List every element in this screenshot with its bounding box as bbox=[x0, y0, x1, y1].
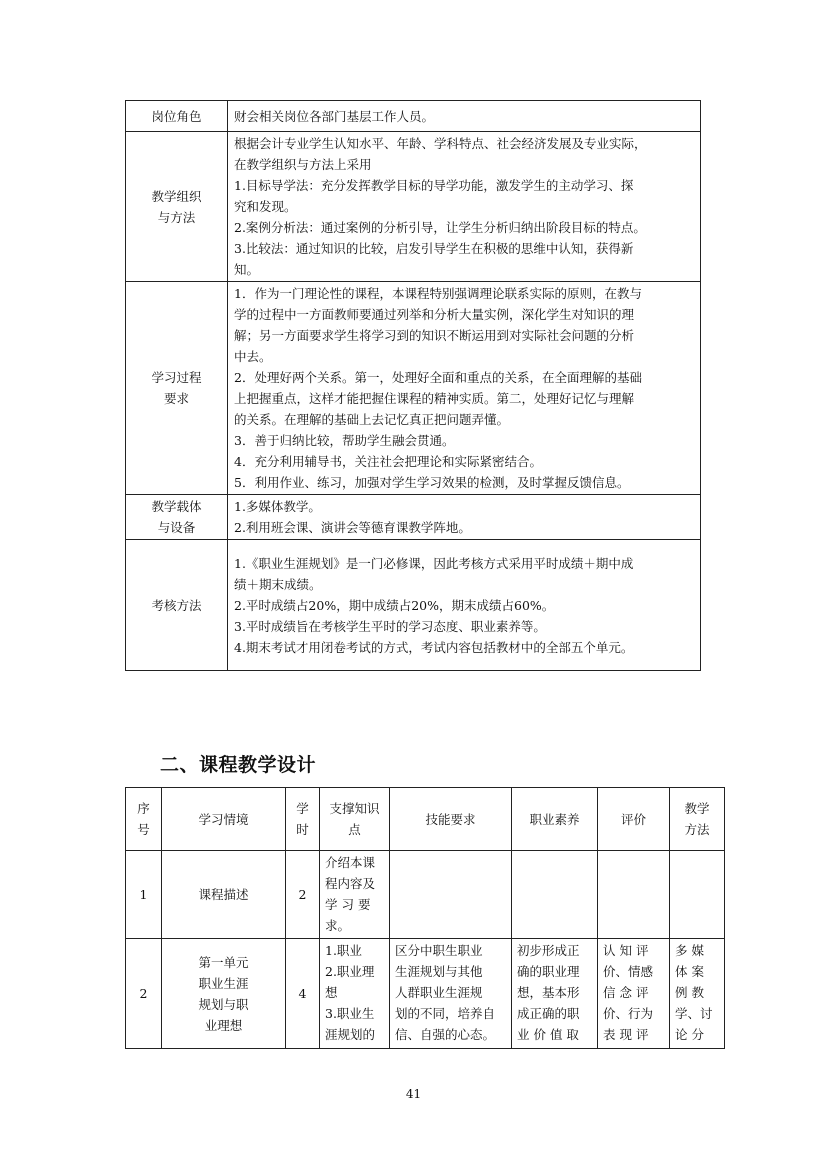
table-cell bbox=[512, 851, 598, 939]
cell-line: 成正确的职 bbox=[517, 1006, 580, 1021]
cell-line: 号 bbox=[137, 822, 150, 837]
cell-line: 业理想 bbox=[204, 1017, 243, 1033]
table-cell bbox=[126, 851, 162, 939]
row-content bbox=[228, 495, 701, 540]
course-design-table bbox=[125, 787, 725, 1049]
cell-line: 3.职业生 bbox=[325, 1006, 375, 1021]
cell-line: 涯规划的 bbox=[325, 1027, 376, 1042]
cell-line: 4．充分利用辅导书，关注社会把理论和实际紧密结合。 bbox=[234, 454, 542, 469]
row-label bbox=[126, 540, 228, 671]
cell-line: 技能要求 bbox=[425, 811, 476, 827]
table-row bbox=[126, 132, 701, 282]
row-label bbox=[126, 282, 228, 495]
cell-line: 的关系。在理解的基础上去记忆真正把问题弄懂。 bbox=[234, 412, 510, 427]
header-row bbox=[126, 788, 725, 851]
cell-line: 确的职业理 bbox=[517, 964, 580, 979]
cell-line: 与方法 bbox=[157, 209, 196, 225]
cell-line: 多 媒 bbox=[675, 943, 704, 958]
cell-line: 学的过程中一方面教师要通过列举和分析大量实例，深化学生对知识的理 bbox=[234, 307, 635, 322]
cell-line: 在教学组织与方法上采用 bbox=[234, 157, 372, 172]
column-header bbox=[512, 788, 598, 851]
cell-line: 5．利用作业、练习，加强对学生学习效果的检测，及时掌握反馈信息。 bbox=[234, 475, 630, 490]
row-content bbox=[228, 540, 701, 671]
row-content bbox=[228, 101, 701, 132]
table-row bbox=[126, 282, 701, 495]
cell-line: 教学载体 bbox=[151, 499, 202, 514]
cell-line: 考核方法 bbox=[151, 597, 202, 613]
cell-line: 评价 bbox=[620, 811, 646, 827]
cell-line: 岗位角色 bbox=[151, 108, 202, 124]
cell-line: 学 bbox=[296, 801, 309, 816]
cell-line: 学习过程 bbox=[151, 370, 202, 385]
table-cell bbox=[598, 851, 670, 939]
cell-line: 论 分 bbox=[675, 1027, 704, 1042]
table-cell bbox=[286, 851, 320, 939]
cell-line: 解；另一方面要求学生将学习到的知识不断运用到对实际社会问题的分析 bbox=[234, 328, 635, 343]
cell-line: 3．善于归纳比较，帮助学生融会贯通。 bbox=[234, 433, 455, 448]
cell-line: 3.平时成绩旨在考核学生平时的学习态度、职业素养等。 bbox=[234, 618, 546, 634]
cell-line: 职业素养 bbox=[529, 811, 580, 827]
table-cell bbox=[512, 939, 598, 1049]
column-header bbox=[162, 788, 286, 851]
cell-line: 究和发现。 bbox=[234, 199, 297, 214]
cell-line: 知。 bbox=[234, 262, 260, 277]
cell-line: 上把握重点，这样才能把握住课程的精神实质。第二，处理好记忆与理解 bbox=[234, 391, 635, 406]
cell-line: 2.案例分析法：通过案例的分析引导，让学生分析归纳出阶段目标的特点。 bbox=[234, 220, 646, 235]
cell-line: 第一单元 bbox=[198, 954, 249, 970]
cell-line: 要求 bbox=[163, 391, 189, 406]
cell-line: 价、行为 bbox=[603, 1006, 654, 1021]
table-row bbox=[126, 939, 725, 1049]
cell-line: 求。 bbox=[325, 918, 351, 933]
cell-line: 2.平时成绩占20%，期中成绩占20%，期末成绩占60%。 bbox=[234, 597, 555, 613]
section-title: 二、课程教学设计 bbox=[160, 754, 317, 776]
cell-line: 4.期末考试才用闭卷考试的方式，考试内容包括教材中的全部五个单元。 bbox=[234, 639, 634, 655]
cell-line: 划的不同，培养自 bbox=[395, 1006, 496, 1021]
cell-line: 2 bbox=[298, 887, 307, 902]
cell-line: 学 习 要 bbox=[325, 897, 371, 912]
cell-line: 教学组织 bbox=[151, 188, 202, 204]
table-cell bbox=[162, 851, 286, 939]
cell-line: 2.职业理 bbox=[325, 964, 375, 979]
table-cell bbox=[598, 939, 670, 1049]
cell-line: 2．处理好两个关系。第一，处理好全面和重点的关系，在全面理解的基础 bbox=[234, 370, 642, 385]
table-cell bbox=[320, 939, 390, 1049]
cell-line: 4 bbox=[298, 986, 307, 1001]
table-cell bbox=[670, 939, 725, 1049]
cell-line: 想，基本形 bbox=[517, 985, 580, 1000]
table-row bbox=[126, 540, 701, 671]
table-cell bbox=[286, 939, 320, 1049]
table-row bbox=[126, 851, 725, 939]
table-cell bbox=[162, 939, 286, 1049]
cell-line: 教学 bbox=[684, 801, 710, 816]
cell-line: 区分中职生职业 bbox=[395, 943, 483, 958]
cell-line: 2 bbox=[139, 986, 148, 1001]
cell-line: 财会相关岗位各部门基层工作人员。 bbox=[234, 108, 435, 124]
cell-line: 1 bbox=[139, 887, 148, 902]
table-cell bbox=[390, 851, 512, 939]
table-cell bbox=[126, 939, 162, 1049]
cell-line: 价、情感 bbox=[603, 964, 654, 979]
cell-line: 3.比较法：通过知识的比较，启发引导学生在积极的思维中认知，获得新 bbox=[234, 241, 634, 256]
cell-line: 1.多媒体教学。 bbox=[234, 499, 321, 514]
cell-line: 绩＋期末成绩。 bbox=[234, 576, 322, 592]
table-row bbox=[126, 101, 701, 132]
row-label bbox=[126, 101, 228, 132]
cell-line: 例 教 bbox=[675, 985, 704, 1000]
cell-line: 时 bbox=[296, 822, 309, 837]
cell-line: 中去。 bbox=[234, 349, 272, 364]
column-header bbox=[126, 788, 162, 851]
cell-line: 人群职业生涯规 bbox=[395, 985, 483, 1000]
cell-line: 1.职业 bbox=[325, 943, 362, 958]
row-content bbox=[228, 132, 701, 282]
cell-line: 方法 bbox=[684, 822, 710, 837]
cell-line: 初步形成正 bbox=[517, 943, 580, 958]
table-row bbox=[126, 495, 701, 540]
column-header bbox=[286, 788, 320, 851]
row-content bbox=[228, 282, 701, 495]
cell-line: 介绍本课 bbox=[325, 855, 376, 870]
row-label bbox=[126, 132, 228, 282]
cell-line: 规划与职 bbox=[198, 996, 249, 1012]
cell-line: 认 知 评 bbox=[603, 943, 649, 958]
table-cell bbox=[670, 851, 725, 939]
cell-line: 根据会计专业学生认知水平、年龄、学科特点、社会经济发展及专业实际， bbox=[234, 136, 647, 151]
column-header bbox=[598, 788, 670, 851]
column-header bbox=[320, 788, 390, 851]
cell-line: 1.目标导学法：充分发挥教学目标的导学功能，激发学生的主动学习、探 bbox=[234, 178, 634, 193]
cell-line: 表 现 评 bbox=[603, 1027, 649, 1042]
cell-line: 职业生涯 bbox=[198, 975, 249, 991]
cell-line: 信、自强的心态。 bbox=[395, 1027, 496, 1042]
cell-line: 1.《职业生涯规划》是一门必修课，因此考核方式采用平时成绩＋期中成 bbox=[234, 555, 634, 571]
cell-line: 点 bbox=[348, 822, 361, 837]
cell-line: 1．作为一门理论性的课程，本课程特别强调理论联系实际的原则，在教与 bbox=[234, 286, 642, 301]
page-number: 41 bbox=[405, 1087, 422, 1101]
row-label bbox=[126, 495, 228, 540]
course-info-table bbox=[125, 100, 701, 671]
cell-line: 生涯规划与其他 bbox=[395, 964, 483, 979]
column-header bbox=[390, 788, 512, 851]
cell-line: 想 bbox=[325, 985, 338, 1000]
cell-line: 体 案 bbox=[675, 964, 704, 979]
cell-line: 序 bbox=[137, 801, 150, 816]
cell-line: 信 念 评 bbox=[603, 985, 649, 1000]
cell-line: 课程描述 bbox=[198, 887, 249, 902]
cell-line: 学、讨 bbox=[675, 1006, 713, 1021]
cell-line: 与设备 bbox=[157, 520, 196, 535]
cell-line: 支撑知识 bbox=[329, 801, 380, 816]
column-header bbox=[670, 788, 725, 851]
cell-line: 2.利用班会课、演讲会等德育课教学阵地。 bbox=[234, 520, 471, 535]
table-cell bbox=[390, 939, 512, 1049]
cell-line: 业 价 值 取 bbox=[517, 1027, 579, 1042]
cell-line: 学习情境 bbox=[198, 811, 249, 827]
table-cell bbox=[320, 851, 390, 939]
cell-line: 程内容及 bbox=[325, 876, 376, 891]
